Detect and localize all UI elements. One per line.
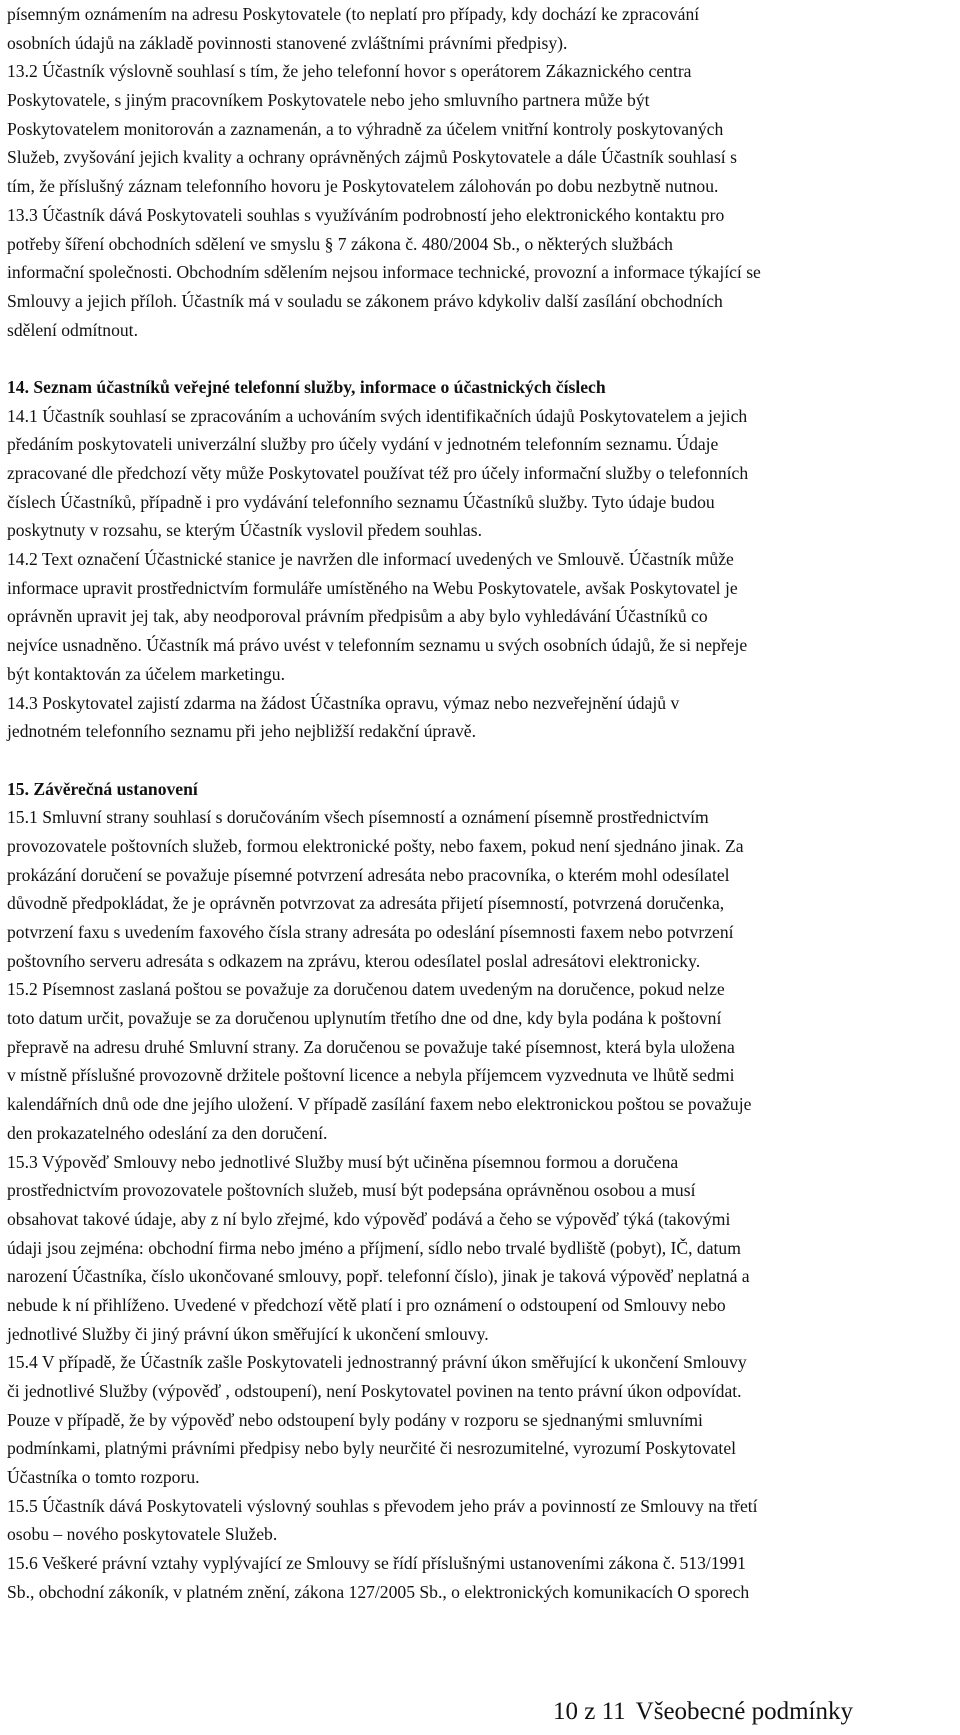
text-line: poštovního serveru adresáta s odkazem na zprávu, kterou odesílatel poslal adresátovi elektronicky. (7, 950, 701, 971)
text-line: 13.3 Účastník dává Poskytovateli souhlas s využíváním podrobností jeho elektronického kontaktu pro (7, 204, 725, 225)
text-line: provozovatele poštovních služeb, formou elektronické pošty, nebo faxem, pokud není sjednáno jinak. Za (7, 835, 744, 856)
text-line: nebude k ní přihlíženo. Uvedené v předchozí větě platí i pro oznámení o odstoupení od Smlouvy nebo (7, 1294, 726, 1315)
text-line: jednotlivé Služby či jiný právní úkon směřující k ukončení smlouvy. (7, 1323, 489, 1344)
text-line: 15.2 Písemnost zaslaná poštou se považuje za doručenou datem uvedeným na doručence, pokud nelze (7, 979, 725, 1000)
text-line: sdělení odmítnout. (7, 319, 138, 340)
section-heading: 15. Závěrečná ustanovení (7, 778, 198, 799)
text-line: jednotném telefonního seznamu při jeho nejbližší redakční úpravě. (7, 721, 477, 742)
text-line: údaji jsou zejména: obchodní firma nebo jméno a příjmení, sídlo nebo trvalé bydliště (pobyt), IČ, datum (7, 1237, 741, 1258)
text-line: Služeb, zvyšování jejich kvality a ochrany oprávněných zájmů Poskytovatele a dále Účastník souhlasí s (7, 147, 737, 168)
blank-line (7, 344, 957, 373)
blank-line (7, 746, 957, 775)
page-number: 10 z 11 (553, 1698, 626, 1725)
text-line: nejvíce usnadněno. Účastník má právo uvést v telefonním seznamu u svých osobních údajů, že si nepřeje (7, 635, 748, 656)
text-line: Smlouvy a jejich příloh. Účastník má v souladu se zákonem právo kdykoliv další zasílání obchodních (7, 290, 723, 311)
text-line: v místně příslušné provozovně držitele poštovní licence a nebyla příjemcem vyzvednuta ve lhůtě sedmi (7, 1065, 735, 1086)
text-line: podmínkami, platnými právními předpisy nebo byly neurčité či nesrozumitelné, vyrozumí Poskytovatel (7, 1438, 737, 1459)
text-line: poskytnuty v rozsahu, se kterým Účastník vyslovil předem souhlas. (7, 520, 482, 541)
text-line: 14.3 Poskytovatel zajistí zdarma na žádost Účastníka opravu, výmaz nebo nezveřejnění údajů v (7, 692, 680, 713)
text-line: obsahovat takové údaje, aby z ní bylo zřejmé, kdo výpověď podává a čeho se výpověď týká (takovými (7, 1208, 731, 1229)
text-line: osobu – nového poskytovatele Služeb. (7, 1524, 278, 1545)
text-line: informace upravit prostřednictvím formuláře umístěného na Webu Poskytovatele, avšak Poskytovatel je (7, 577, 738, 598)
text-line: oprávněn upravit jej tak, aby neodporoval právním předpisům a aby bylo vyhledávání Účastníků co (7, 606, 708, 627)
text-line: Poskytovatelem monitorován a zaznamenán, a to výhradně za účelem vnitřní kontroly poskytovaných (7, 118, 724, 139)
text-line: číslech Účastníků, případně i pro vydávání telefonního seznamu Účastníků služby. Tyto údaje budou (7, 491, 715, 512)
text-line: potřeby šíření obchodních sdělení ve smyslu § 7 zákona č. 480/2004 Sb., o některých službách (7, 233, 673, 254)
document-page (7, 0, 957, 1607)
page-footer (553, 1697, 863, 1727)
text-line: informační společnosti. Obchodním sdělením nejsou informace technické, provozní a informace týkající se (7, 262, 761, 283)
text-line: kalendářních dnů ode dne jejího uložení. V případě zasílání faxem nebo elektronickou poštou se považuje (7, 1094, 752, 1115)
text-line: narození Účastníka, číslo ukončované smlouvy, popř. telefonní číslo), jinak je taková výpověď neplatná a (7, 1266, 750, 1287)
text-line: toto datum určit, považuje se za doručenou uplynutím třetího dne od dne, kdy byla podána k poštovní (7, 1008, 722, 1029)
text-line: prostřednictvím provozovatele poštovních služeb, musí být podepsána oprávněnou osobou a musí (7, 1180, 696, 1201)
document-title: Všeobecné podmínky (635, 1698, 853, 1725)
text-line: písemným oznámením na adresu Poskytovatele (to neplatí pro případy, kdy dochází ke zpracování (7, 4, 700, 24)
text-line: tím, že příslušný záznam telefonního hovoru je Poskytovatelem zálohován po dobu nezbytně nutnou. (7, 176, 719, 197)
text-line: Pouze v případě, že by výpověď nebo odstoupení byly podány v rozporu se sjednanými smluvními (7, 1409, 703, 1430)
text-line: přepravě na adresu druhé Smluvní strany. Za doručenou se považuje také písemnost, která byla uložena (7, 1036, 735, 1057)
text-line: prokázání doručení se považuje písemné potvrzení adresáta nebo pracovníka, o kterém mohl odesílatel (7, 864, 730, 885)
text-line: důvodně předpokládat, že je oprávněn potvrzovat za adresáta přijetí písemností, potvrzená doručenka, (7, 893, 725, 914)
text-line: zpracované dle předchozí věty může Poskytovatel používat též pro účely informační služby o telefonních (7, 463, 749, 483)
text-line: předáním poskytovateli univerzální služby pro účely vydání v jednotném telefonním seznamu. Údaje (7, 434, 719, 455)
text-line: 15.3 Výpověď Smlouvy nebo jednotlivé Služby musí být učiněna písemnou formou a doručena (7, 1151, 679, 1172)
text-line: Poskytovatele, s jiným pracovníkem Poskytovatele nebo jeho smluvního partnera může být (7, 90, 650, 111)
text-line: 15.6 Veškeré právní vztahy vyplývající ze Smlouvy se řídí příslušnými ustanoveními zákona č. 513/1991 (7, 1553, 746, 1574)
section-heading: 14. Seznam účastníků veřejné telefonní služby, informace o účastnických číslech (7, 376, 606, 397)
text-line: 15.5 Účastník dává Poskytovateli výslovný souhlas s převodem jeho práv a povinností ze Smlouvy na třetí (7, 1495, 758, 1516)
text-line: 15.4 V případě, že Účastník zašle Poskytovateli jednostranný právní úkon směřující k ukončení Smlouvy (7, 1352, 747, 1373)
text-line: 14.2 Text označení Účastnické stanice je navržen dle informací uvedených ve Smlouvě. Účastník může (7, 549, 734, 570)
text-line: či jednotlivé Služby (výpověď , odstoupení), není Poskytovatel povinen na tento právní úkon odpovídat. (7, 1381, 742, 1401)
text-line: Účastníka o tomto rozporu. (7, 1467, 200, 1488)
text-line: potvrzení faxu s uvedením faxového čísla strany adresáta po odeslání písemnosti faxem nebo potvrzení (7, 922, 734, 942)
text-line: 13.2 Účastník výslovně souhlasí s tím, že jeho telefonní hovor s operátorem Zákaznického centra (7, 61, 692, 82)
text-line: 14.1 Účastník souhlasí se zpracováním a uchováním svých identifikačních údajů Poskytovatelem a jejich (7, 405, 748, 426)
text-line: 15.1 Smluvní strany souhlasí s doručováním všech písemností a oznámení písemně prostřednictvím (7, 807, 709, 828)
text-line: den prokazatelného odeslání za den doručení. (7, 1122, 328, 1143)
text-line: být kontaktován za účelem marketingu. (7, 663, 285, 684)
text-line: osobních údajů na základě povinnosti stanovené zvláštními právními předpisy). (7, 32, 568, 53)
text-line: Sb., obchodní zákoník, v platném znění, zákona 127/2005 Sb., o elektronických komunikacích O sporech (7, 1581, 750, 1602)
